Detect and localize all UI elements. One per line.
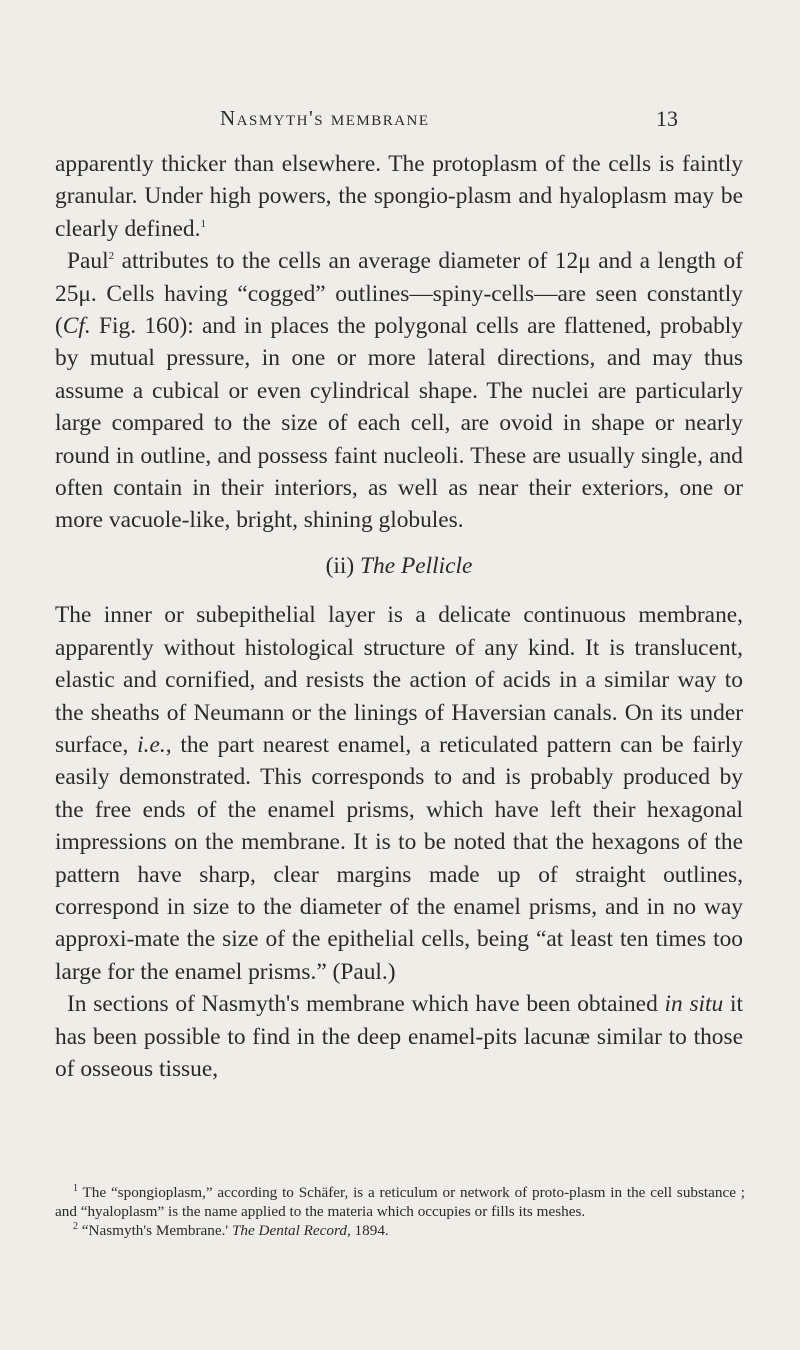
p2-lead: Paul	[67, 248, 109, 275]
footnote-ref-1: 1	[200, 217, 206, 230]
p4-in-situ: in situ	[664, 991, 724, 1018]
footnote-1-mark: 1	[73, 1183, 78, 1194]
p3-text-b: , the part nearest enamel, a reticulated pattern can be fairly easily demonstrated. This corresponds to and is probably produced by the free ends of the enamel prisms, which have left their hexagonal impressions on the membrane. It is to be noted that the hexagons of the pattern have sharp, clear margins made up of straight outlines, correspond in size to the diameter of the enamel prisms, and in no way approxi-mate the size of the epithelial cells, being “at least ten times too large for the enamel prisms.” (Paul.)	[55, 731, 744, 985]
paragraph-1	[55, 148, 743, 245]
footnote-2-text-b: , 1894.	[346, 1222, 389, 1240]
running-header	[0, 106, 800, 134]
p4-text-a: In sections of Nasmyth's membrane which have been obtained	[67, 991, 665, 1018]
footnotes	[55, 1183, 745, 1241]
p4-text-b: it has been possible to find in the deep enamel-pits lacunæ similar to those of osseous tissue,	[55, 991, 743, 1082]
p3-ie: i.e.	[137, 731, 166, 758]
footnote-1	[55, 1183, 745, 1221]
running-title: Nasmyth's membrane	[220, 106, 430, 130]
footnote-2-mark: 2	[73, 1221, 78, 1233]
paragraph-2	[55, 245, 743, 537]
footnote-ref-2: 2	[108, 250, 115, 263]
body-text	[55, 148, 743, 1085]
section-heading	[55, 550, 743, 582]
paragraph-4	[55, 988, 743, 1085]
p3-text-a: The inner or subepithelial layer is a delicate continuous membrane, apparently without histological structure of any kind. It is translucent, elastic and cornified, and resists the action of acids in a similar way to the sheaths of Neumann or the linings of Haversian canals. On its under surface,	[55, 602, 743, 758]
page-number: 13	[656, 106, 678, 131]
footnote-2-journal: The Dental Record	[231, 1222, 347, 1240]
footnote-2	[55, 1221, 745, 1240]
p2-text-b: Fig. 160): and in places the polygonal cells are flattened, probably by mutual pressure, in one or more lateral directions, and may thus assume a cubical or even cylindrical shape. The nuclei are particularly large compared to the size of each cell, are ovoid in shape or nearly round in outline, and possess faint nucleoli. These are usually single, and often contain in their interiors, as well as near their exteriors, one or more vacuole-like, bright, shining globules.	[55, 313, 743, 534]
section-title: The Pellicle	[360, 552, 473, 579]
p1-text: apparently thicker than elsewhere. The protoplasm of the cells is faintly granular. Under high powers, the spongio-plasm and hyaloplasm may be clearly defined.	[55, 151, 743, 242]
paragraph-3	[55, 599, 743, 988]
p2-cf: Cf.	[62, 313, 91, 340]
section-number: (ii)	[325, 552, 355, 579]
footnote-1-text: The “spongioplasm,” according to Schäfer, is a reticulum or network of proto-plasm in the cell substance ; and “hyaloplasm” is the name applied to the materia which occupies or fills its meshes.	[55, 1184, 745, 1221]
p2-text-a: attributes to the cells an average diameter of 12μ and a length of 25μ. Cells having “cogged” outlines—spiny-cells—are seen constantly (	[55, 248, 743, 340]
footnote-2-text-a: “Nasmyth's Membrane.'	[81, 1222, 232, 1240]
